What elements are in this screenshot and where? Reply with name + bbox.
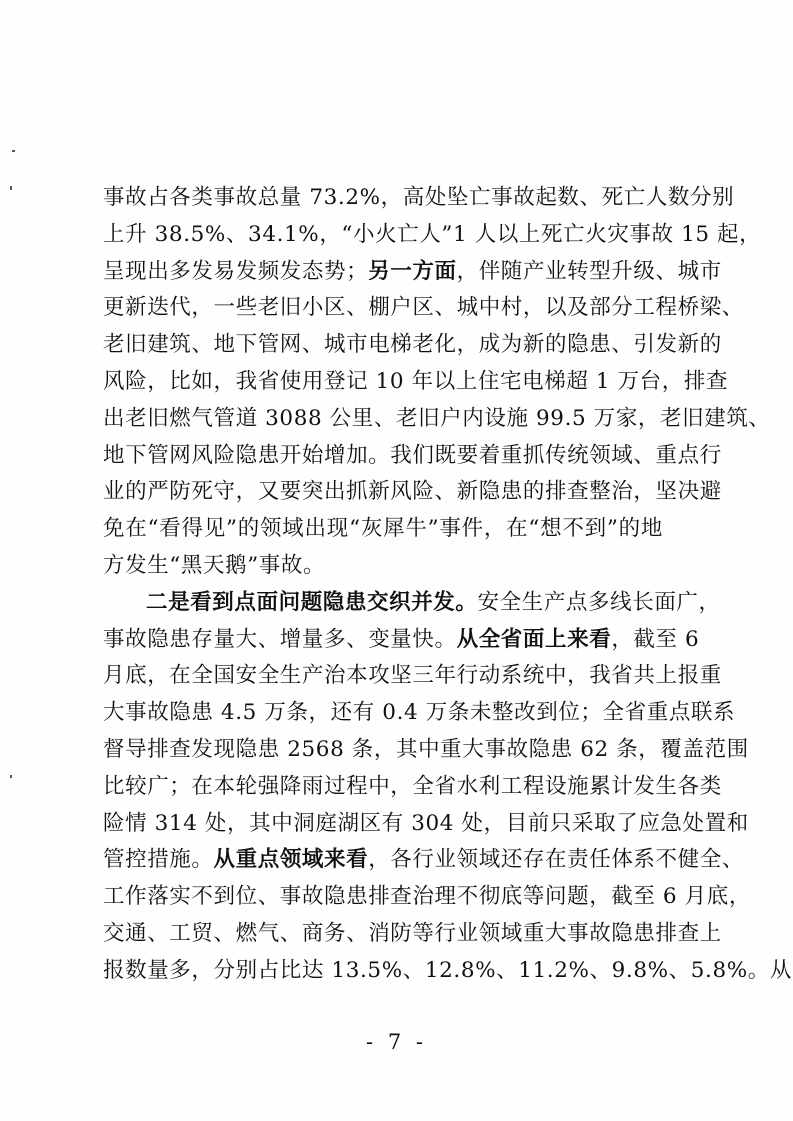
text-line <box>103 290 744 327</box>
text-run: 险情 314 处，其中洞庭湖区有 304 处，目前只采取了应急处置和 <box>103 810 749 836</box>
text-line <box>103 364 729 401</box>
text-run: 免在“看得见”的领域出现“灰犀牛”事件，在“想不到”的地 <box>103 516 663 542</box>
text-run: 比较广；在本轮强降雨过程中，全省水利工程设施累计发生各类 <box>103 773 722 799</box>
text-run: 交通、工贸、燃气、商务、消防等行业领域重大事故隐患排查上 <box>103 920 722 946</box>
text-line <box>103 548 663 585</box>
scan-mark <box>10 186 12 190</box>
text-run: 月底，在全国安全生产治本攻坚三年行动系统中，我省共上报重 <box>103 663 722 689</box>
text-line <box>103 658 722 695</box>
text-run: ，伴随产业转型升级、城市 <box>456 258 722 284</box>
text-line <box>103 327 722 364</box>
text-line <box>103 769 722 806</box>
text-run: 大事故隐患 4.5 万条，还有 0.4 万条未整改到位；全省重点联系 <box>103 700 736 726</box>
text-run: 老旧建筑、地下管网、城市电梯老化，成为新的隐患、引发新的 <box>103 332 722 358</box>
text-run: 管控措施。 <box>103 847 214 873</box>
text-run: 出老旧燃气管道 3088 公里、老旧户内设施 99.5 万家，老旧建筑、 <box>103 405 771 431</box>
text-run: 更新迭代，一些老旧小区、棚户区、城中村，以及部分工程桥梁、 <box>103 295 744 321</box>
text-line <box>103 806 749 843</box>
text-line <box>103 622 700 659</box>
text-line <box>103 401 771 438</box>
text-run: 安全生产点多线长面广， <box>477 589 721 615</box>
text-line <box>103 217 762 254</box>
text-line <box>103 842 744 879</box>
text-line <box>103 254 722 291</box>
text-line <box>103 953 792 990</box>
bold-text-run: 从重点领域来看 <box>213 847 369 873</box>
scan-mark <box>10 775 12 778</box>
text-line <box>103 916 722 953</box>
text-line <box>103 695 736 732</box>
text-line <box>103 511 663 548</box>
text-run: 业的严防死守，又要突出抓新风险、新隐患的排查整治，坚决避 <box>103 479 722 505</box>
text-run: 上升 38.5%、34.1%，“小火亡人”1 人以上死亡火灾事故 15 起， <box>103 221 762 247</box>
text-run: 督导排查发现隐患 2568 条，其中重大事故隐患 62 条，覆盖范围 <box>103 736 749 762</box>
text-run: 地下管网风险隐患开始增加。我们既要着重抓传统领域、重点行 <box>103 442 722 468</box>
scan-mark <box>12 150 15 152</box>
paragraph-heading-line <box>103 585 721 622</box>
text-run: 工作落实不到位、事故隐患排查治理不彻底等问题，截至 6 月底， <box>103 884 751 910</box>
text-run: 报数量多，分别占比达 13.5%、12.8%、11.2%、9.8%、5.8%。从 <box>103 957 792 983</box>
text-line <box>103 474 722 511</box>
text-run: 事故占各类事故总量 73.2%，高处坠亡事故起数、死亡人数分别 <box>103 185 735 210</box>
text-run: ，各行业领域还存在责任体系不健全、 <box>368 847 744 873</box>
text-line <box>103 180 735 217</box>
text-run: 呈现出多发易发频发态势； <box>103 258 369 284</box>
text-line <box>103 732 749 769</box>
bold-text-run: 二是看到点面问题隐患交织并发。 <box>146 589 478 615</box>
page-number: - 7 - <box>366 1030 427 1054</box>
text-line <box>103 438 722 475</box>
text-run: 方发生“黑天鹅”事故。 <box>103 552 326 578</box>
text-run: 风险，比如，我省使用登记 10 年以上住宅电梯超 1 万台，排查 <box>103 368 729 394</box>
text-line <box>103 879 751 916</box>
text-run: 事故隐患存量大、增量多、变量快。 <box>103 626 457 652</box>
bold-text-run: 另一方面 <box>368 258 457 284</box>
bold-text-run: 从全省面上来看 <box>456 626 612 652</box>
text-run: ，截至 6 <box>611 626 700 652</box>
body-text <box>103 180 792 990</box>
